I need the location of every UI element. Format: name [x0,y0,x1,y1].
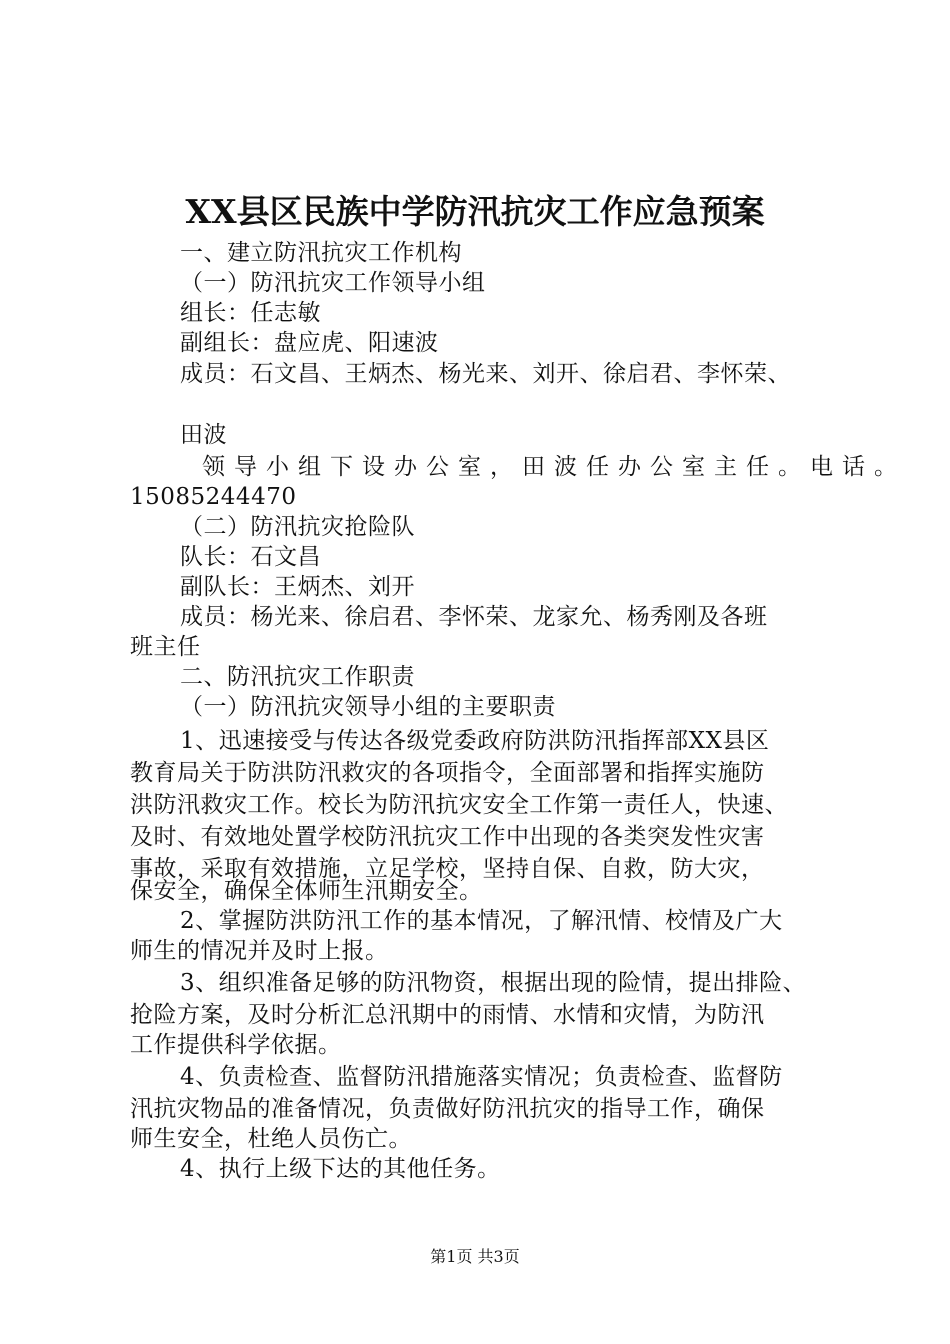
text-line: 成员：石文昌、王炳杰、杨光来、刘开、徐启君、李怀荣、 [180,361,791,387]
text-line: 师生安全，杜绝人员伤亡。 [130,1126,412,1152]
text-line: 工作提供科学依据。 [130,1032,342,1058]
page-footer: 第1页 共3页 [430,1247,520,1266]
text-line: 师生的情况并及时上报。 [130,938,389,964]
text-line: 组长：任志敏 [180,300,321,326]
text-line: 副组长：盘应虎、阳速波 [180,330,439,356]
document-title: XX县区民族中学防汛抗灾工作应急预案 [185,192,765,231]
text-line: 成员：杨光来、徐启君、李怀荣、龙家允、杨秀刚及各班 [180,604,768,630]
text-line: 领导小组下设办公室，田波任办公室主任。电话。 [202,454,906,480]
text-line: 事故，采取有效措施，立足学校，坚持自保、自救，防大灾， [130,856,765,882]
text-line: 抢险方案，及时分析汇总汛期中的雨情、水情和灾情，为防汛 [130,1002,765,1028]
text-line: 班主任 [130,634,201,660]
subsection-heading: （一）防汛抗灾工作领导小组 [180,270,486,296]
text-line: 队长：石文昌 [180,544,321,570]
subsection-heading: （一）防汛抗灾领导小组的主要职责 [180,694,556,720]
text-line: 4、执行上级下达的其他任务。 [180,1156,501,1182]
text-line: 4、负责检查、监督防汛措施落实情况；负责检查、监督防 [180,1064,783,1090]
text-line: 汛抗灾物品的准备情况，负责做好防汛抗灾的指导工作，确保 [130,1096,765,1122]
text-line: 教育局关于防洪防汛救灾的各项指令，全面部署和指挥实施防 [130,760,765,786]
text-line: 副队长：王炳杰、刘开 [180,574,415,600]
text-line: 洪防汛救灾工作。校长为防汛抗灾安全工作第一责任人，快速、 [130,792,788,818]
text-line: 1、迅速接受与传达各级党委政府防洪防汛指挥部XX县区 [180,728,770,754]
phone-number: 15085244470 [130,484,297,510]
section-heading-2: 二、防汛抗灾工作职责 [180,664,415,690]
text-line: 及时、有效地处置学校防汛抗灾工作中出现的各类突发性灾害 [130,824,765,850]
text-line: 保安全，确保全体师生汛期安全。 [130,878,483,904]
text-line: 3、组织准备足够的防汛物资，根据出现的险情，提出排险、 [180,970,807,996]
text-line: 田波 [180,422,227,448]
subsection-heading: （二）防汛抗灾抢险队 [180,514,415,540]
text-line: 2、掌握防洪防汛工作的基本情况，了解汛情、校情及广大 [180,908,783,934]
section-heading-1: 一、建立防汛抗灾工作机构 [180,240,462,266]
